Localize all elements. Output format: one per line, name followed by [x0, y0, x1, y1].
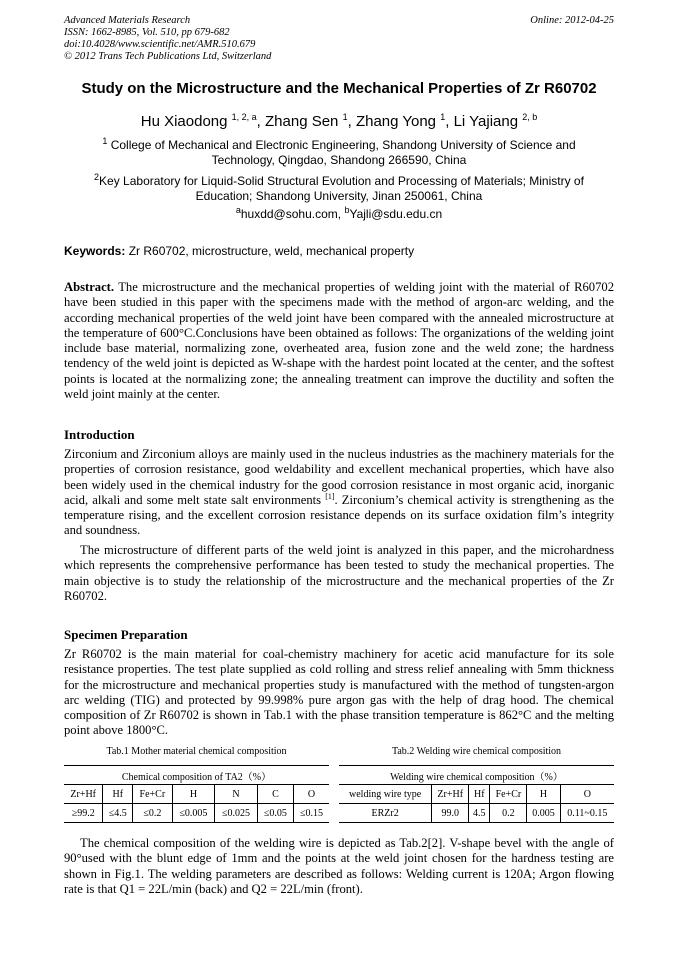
abstract	[64, 280, 614, 402]
table1-cell: ≤0.05	[257, 804, 293, 823]
journal-name: Advanced Materials Research	[64, 15, 191, 26]
table2-cell: 0.11~0.15	[560, 804, 614, 823]
table1-header: Fe+Cr	[133, 785, 173, 804]
author-sep: ,	[347, 113, 356, 130]
email-line	[80, 207, 598, 221]
email-sup-a: a	[235, 205, 241, 215]
table1-header: O	[293, 785, 329, 804]
table1-cell: ≥99.2	[64, 804, 103, 823]
abstract-label: Abstract.	[64, 280, 115, 294]
table1-header: C	[257, 785, 293, 804]
table1-header: Zr+Hf	[64, 785, 103, 804]
table1	[64, 765, 329, 823]
specimen-paragraph-1: Zr R60702 is the main material for coal-chemistry machinery for acetic acid manufacture for its sole resistance properties. The test plate supplied as cold rolling and stress relief annealing with 5mm thickness for the microstructure and mechanical properties study is manufactured with the method of tungsten-argon arc welding (TIG) and protected by 99.998% pure argon gas with the help of drag hood. The chemical composition of Zr R60702 is shown in Tab.1 with the phase transition temperature is 862°C and the melting point above 1800°C.	[64, 647, 614, 738]
introduction-paragraph-2: The microstructure of different parts of the weld joint is analyzed in this paper, and the microhardness which represents the comprehensive performance has been tested to study the mechanical properties. The main objective is to study the relationship of the microstructure and the mechanical properties of the Zr R60702.	[64, 543, 614, 603]
intro-text-cont: . Zirconium’s chemical activity is strengthening as the temperature rising, and the excellent corrosion resistance depends on its surface oxidation film’s integrity and soundness.	[64, 492, 614, 538]
table1-cell: ≤0.005	[172, 804, 215, 823]
table1-cell: ≤0.2	[133, 804, 173, 823]
table1-header: N	[215, 785, 258, 804]
affiliation-sup: 2	[94, 172, 100, 182]
author-name: Zhang Yong	[355, 113, 437, 130]
table2-cell: 0.2	[490, 804, 527, 823]
journal-header	[64, 15, 271, 63]
intro-text: Zirconium and Zirconium alloys are mainly used in the nucleus industries as the machinery materials for the properties of corrosion resistance, good weldability and excellent mechanical properties, which have also been widely used in the chemical industry for the good corrosion resistance in most organic acid, inorganic acid, alkali and some melt state salt environments	[64, 447, 614, 507]
table2-header: welding wire type	[339, 785, 432, 804]
table1-header: Hf	[103, 785, 133, 804]
table2-header: Zr+Hf	[432, 785, 469, 804]
author-name: Zhang Sen	[265, 113, 339, 130]
email-b: Yajli@sdu.edu.cn	[349, 207, 443, 221]
email-a: huxdd@sohu.com,	[240, 207, 345, 221]
author-sup: 1	[440, 112, 446, 122]
table1-cell: ≤0.025	[215, 804, 258, 823]
abstract-text: The microstructure and the mechanical properties of welding joint with the material of R60702 have been studied in this paper with the specimens made with the method of argon-arc welding, and the according mechanical properties of the weld joint have been compared with the annealed microstructure at the temperature of 600°C.Conclusions have been obtained as follows: The organizations of the welding joint include base material, normalizing zone, overheated area, fusion zone and the weld zone; the hardness tendency of the weld joint is depicted as W-shape with the hardest point located at the center, and the softest points is located at the normalizing zone; the annealing treatment can improve the ductility and soften the weld joint mainly at the center.	[64, 280, 614, 402]
issn: ISSN: 1662-8985, Vol. 510, pp 679-682	[64, 27, 230, 38]
specimen-heading: Specimen Preparation	[64, 627, 188, 642]
author-sep: ,	[256, 113, 266, 130]
affiliation-sup: 1	[102, 136, 108, 146]
affiliation-2	[80, 174, 598, 204]
table1-cell: ≤4.5	[103, 804, 133, 823]
table2-cell: 99.0	[432, 804, 469, 823]
table2-cell: 4.5	[469, 804, 490, 823]
online-date: Online: 2012-04-25	[530, 15, 614, 26]
affiliation-text: Key Laboratory for Liquid-Solid Structural Evolution and Processing of Materials; Ministry of Education; Shandong University, Jinan 250061, China	[99, 174, 584, 203]
author-sup: 1, 2, a	[231, 112, 257, 122]
table2-caption: Tab.2 Welding wire chemical composition	[391, 746, 562, 757]
author-sep: ,	[445, 113, 454, 130]
affiliation-text: College of Mechanical and Electronic Engineering, Shandong University of Science and Technology, Qingdao, Shandong 266590, China	[110, 138, 576, 167]
keywords-label: Keywords:	[64, 244, 126, 258]
keywords	[64, 244, 414, 258]
table2-cell: ERZr2	[339, 804, 432, 823]
table1-caption: Tab.1 Mother material chemical composition	[106, 746, 287, 757]
table2-header: H	[527, 785, 560, 804]
introduction-heading: Introduction	[64, 427, 135, 442]
citation-ref: [1]	[325, 491, 335, 501]
author-name: Li Yajiang	[453, 113, 519, 130]
introduction-paragraph-1	[64, 447, 614, 539]
email-sup-b: b	[344, 205, 350, 215]
author-sup: 2, b	[522, 112, 538, 122]
table1-group-header: Chemical composition of TA2（%）	[64, 766, 329, 785]
keywords-text: Zr R60702, microstructure, weld, mechanical property	[125, 244, 415, 258]
author-list	[30, 113, 648, 130]
table2-header: Fe+Cr	[490, 785, 527, 804]
copyright: © 2012 Trans Tech Publications Ltd, Switzerland	[64, 51, 272, 62]
table2-cell: 0.005	[527, 804, 560, 823]
table2	[339, 765, 614, 823]
doi: doi:10.4028/www.scientific.net/AMR.510.679	[64, 39, 256, 50]
affiliation-1	[80, 138, 598, 168]
table2-header: Hf	[469, 785, 490, 804]
author-sup: 1	[342, 112, 348, 122]
table1-cell: ≤0.15	[293, 804, 329, 823]
author-name: Hu Xiaodong	[140, 113, 228, 130]
table1-header: H	[172, 785, 215, 804]
table2-group-header: Welding wire chemical composition（%）	[339, 766, 614, 785]
paper-title: Study on the Microstructure and the Mechanical Properties of Zr R60702	[81, 80, 597, 97]
specimen-paragraph-2: The chemical composition of the welding wire is depicted as Tab.2[2]. V-shape bevel with the angle of 90°used with the blunt edge of 1mm and the points at the weld joint chosen for the hardness testing are shown in Fig.1. The welding parameters are described as follows: Welding current is 120A; Argon flowing rate is that Q1 = 22L/min (back) and Q2 = 22L/min (front).	[64, 836, 614, 896]
table2-header: O	[560, 785, 614, 804]
